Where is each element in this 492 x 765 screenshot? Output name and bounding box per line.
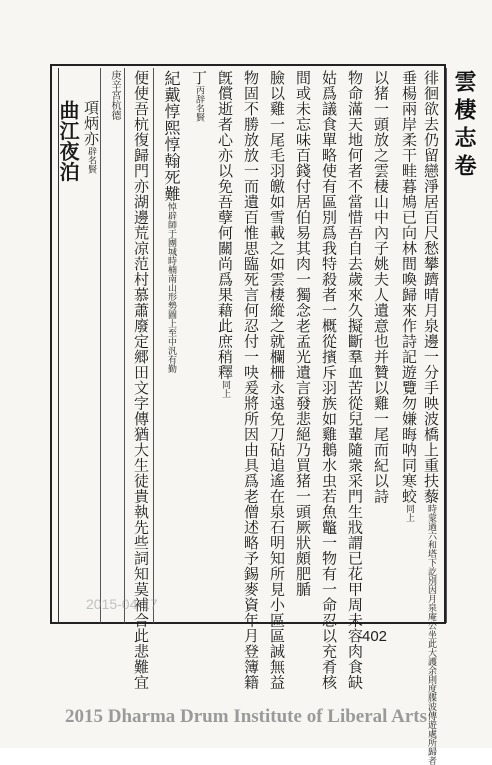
- text-column-10: 丁丙辞名賢: [190, 70, 208, 122]
- text-column-9: 旣償逝者心亦以免吾孽何關尚爲果藉此庶稍釋同上: [216, 70, 234, 398]
- text-column-11: 紀戴惇熙惇翰死難悼辟師于團城時楠南山形勢圖上至中汎有勤: [162, 70, 181, 373]
- text-column-14: 項炳亦辟名賢: [82, 100, 100, 174]
- text-column-8: 物固不勝放放一而遺百惟思臨死言何忍付一吷爰將所因由具爲老僧述略予錫麥資年月登簿籍: [242, 70, 260, 690]
- text-column-2: 垂楊兩岸柔干畦暮鳩已向林間喚歸來作詩記遊覽勿嫌晦呐同寒蛟同上: [400, 70, 418, 522]
- text-column-5: 姑爲議食單略使有區別爲我特殺者一概從擯斥羽族如雞鵝水虫若魚鼈一物有一命忍以充肴核: [320, 70, 338, 690]
- column-divider: [124, 68, 125, 623]
- book-title: 雲棲志卷: [451, 70, 477, 182]
- text-column-13: 庚辛宮杭德: [109, 70, 120, 120]
- text-column-15: 曲江夜泊: [56, 100, 80, 182]
- text-column-4: 物命滿天地何者不當惜吾自去歲來久擬斷羣血苦從兒輩隨衆采門生戕謂已花甲周未容肉食缺: [346, 70, 364, 690]
- column-divider: [446, 68, 447, 623]
- text-column-6: 間或未忘味百錢付居伯易其肉一獨念老孟光遺言發悲絕乃買猪一頭厥狀頗肥腯: [294, 70, 312, 597]
- column-divider: [153, 68, 154, 623]
- text-column-12: 便使吾杭復歸門亦湖邊荒凉范村慕蕭廢定郷田文字傳猶大生徒貴執先些詞知莫補合此悲難宜: [132, 70, 150, 690]
- text-column-1: 徘徊欲去仍留戀淨居百尺愁攀躋晴月泉邊一分手映波橋上重扶藜時蒙過六和塔下訖別因月泉庵公坐此大護余則度牒波傳遊處所歸者: [422, 70, 440, 765]
- date-stamp: 2015-04-17: [86, 596, 158, 612]
- page-number: 402: [362, 628, 388, 645]
- footer-watermark: 2015 Dharma Drum Institute of Liberal Arts: [64, 706, 428, 727]
- text-column-7: 臉以雞一尾毛羽皦如雪載之如雲棲縱之就欄柵永遠免刀砧追遙在泉石明知所見小區區誠無益: [268, 70, 286, 690]
- text-column-3: 以猪一頭放之雲棲山中內子姚夫人遺意也并贊以雞一尾而紀以詩: [372, 70, 390, 504]
